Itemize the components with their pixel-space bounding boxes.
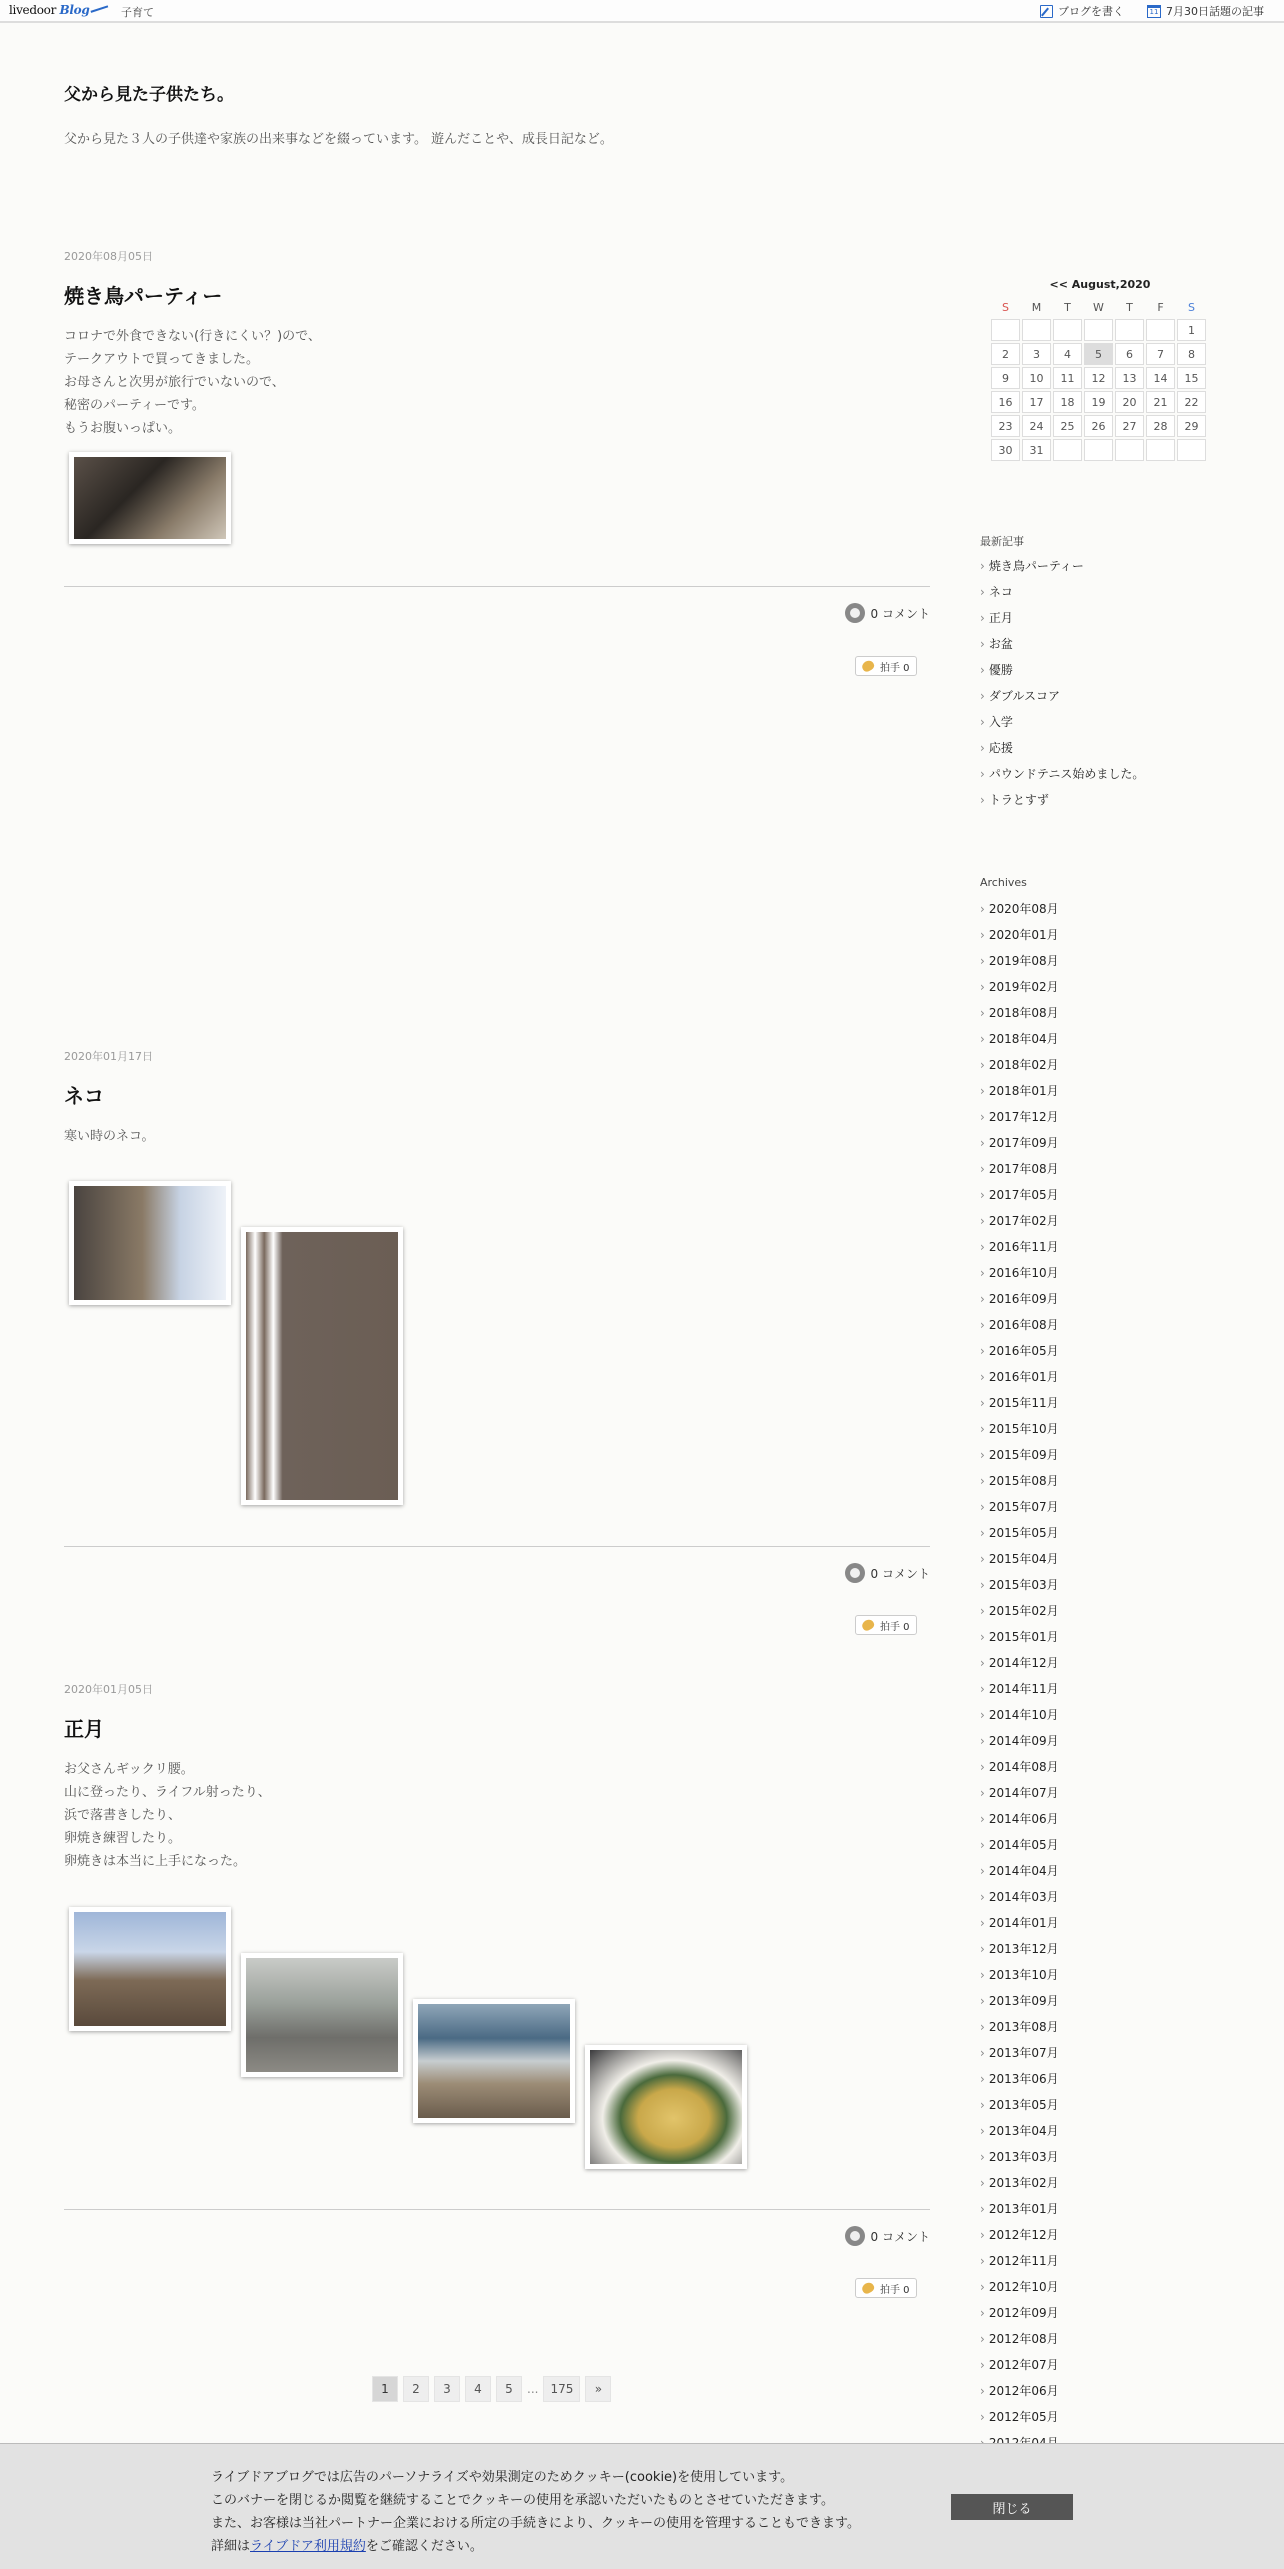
article-title[interactable]: 正月 — [64, 1717, 104, 1741]
archive-month-link[interactable]: › 2018年02月 — [980, 1055, 1059, 1081]
archive-month-link[interactable]: › 2012年08月 — [980, 2329, 1059, 2355]
archive-month-link[interactable]: › 2016年01月 — [980, 1367, 1059, 1393]
tamagoyaki-photo — [590, 2050, 742, 2164]
archive-month-link[interactable]: › 2014年10月 — [980, 1705, 1059, 1731]
archive-month-link[interactable]: › 2013年05月 — [980, 2095, 1059, 2121]
calendar-day: 4 — [1053, 343, 1082, 365]
write-blog-link[interactable] — [1040, 3, 1124, 19]
calendar-day: 8 — [1177, 343, 1206, 365]
page-2[interactable]: 2 — [403, 2376, 429, 2402]
archive-month-link[interactable]: › 2017年12月 — [980, 1107, 1059, 1133]
calendar-day-of-week: F — [1157, 301, 1164, 314]
archive-month-link[interactable]: › 2014年04月 — [980, 1861, 1059, 1887]
article-body — [64, 1758, 930, 1873]
comment-count: 0 コメント — [870, 2229, 930, 2244]
calendar-title[interactable]: << August,2020 — [1049, 278, 1151, 291]
archive-month-link[interactable]: › 2018年04月 — [980, 1029, 1059, 1055]
calendar-widget — [990, 278, 1210, 462]
top-bar — [0, 0, 1284, 23]
calendar-empty-cell — [1146, 319, 1175, 341]
archive-month-link[interactable]: › 2013年09月 — [980, 1991, 1059, 2017]
comment-link[interactable] — [845, 603, 930, 623]
page-ellipsis: ... — [527, 2382, 539, 2396]
calendar-day: 17 — [1022, 391, 1051, 413]
pencil-icon — [1040, 5, 1053, 18]
clap-hand-icon — [860, 2281, 875, 2296]
article-photo[interactable] — [69, 1907, 231, 2031]
logo-text: livedoor — [9, 3, 57, 17]
page-4[interactable]: 4 — [465, 2376, 491, 2402]
article — [64, 1681, 930, 1873]
archive-month-link[interactable]: › 2019年02月 — [980, 977, 1059, 1003]
archive-month-link[interactable]: › 2012年07月 — [980, 2355, 1059, 2381]
archive-month-link[interactable]: › 2016年11月 — [980, 1237, 1059, 1263]
recent-post-link[interactable]: › パウンドテニス始めました。 — [980, 764, 1144, 790]
archives-heading: Archives — [980, 876, 1027, 889]
comment-link[interactable] — [845, 1563, 930, 1583]
article-footer — [64, 2226, 930, 2250]
calendar-day: 3 — [1022, 343, 1051, 365]
article-divider — [64, 586, 930, 587]
calendar-day-of-week: T — [1064, 301, 1071, 314]
archive-month-link[interactable]: › 2015年10月 — [980, 1419, 1059, 1445]
calendar-day: 22 — [1177, 391, 1206, 413]
archive-month-link[interactable]: › 2015年11月 — [980, 1393, 1059, 1419]
cookie-line — [211, 2535, 860, 2558]
mountain-view-photo — [74, 1912, 226, 2026]
comment-bubble-icon — [845, 603, 865, 623]
calendar-empty-cell — [1053, 319, 1082, 341]
archive-month-link[interactable]: › 2014年07月 — [980, 1783, 1059, 1809]
cookie-banner — [0, 2443, 1284, 2569]
archive-month-link[interactable]: › 2013年01月 — [980, 2199, 1059, 2225]
calendar-day: 20 — [1115, 391, 1144, 413]
clap-count: 拍手 0 — [880, 1621, 910, 1633]
archive-month-link[interactable]: › 2017年08月 — [980, 1159, 1059, 1185]
calendar-day: 31 — [1022, 439, 1051, 461]
clap-count: 拍手 0 — [880, 2284, 910, 2296]
article-photo[interactable] — [69, 1181, 231, 1305]
archive-month-link[interactable]: › 2017年02月 — [980, 1211, 1059, 1237]
archive-month-link[interactable]: › 2013年07月 — [980, 2043, 1059, 2069]
cookie-close-button[interactable]: 閉じる — [951, 2494, 1073, 2520]
archive-month-link[interactable]: › 2016年10月 — [980, 1263, 1059, 1289]
recent-post-link[interactable]: › 優勝 — [980, 660, 1144, 686]
cat-blanket-photo — [246, 1232, 398, 1500]
recent-post-link[interactable]: › トラとすず — [980, 790, 1144, 816]
clap-hand-icon — [860, 659, 875, 674]
page-3[interactable]: 3 — [434, 2376, 460, 2402]
archive-month-link[interactable]: › 2013年08月 — [980, 2017, 1059, 2043]
archive-month-link[interactable]: › 2015年02月 — [980, 1601, 1059, 1627]
archive-month-link[interactable]: › 2013年06月 — [980, 2069, 1059, 2095]
archive-month-link[interactable]: › 2017年09月 — [980, 1133, 1059, 1159]
calendar-empty-cell — [1177, 439, 1206, 461]
calendar-day: 9 — [991, 367, 1020, 389]
article — [64, 1048, 930, 1148]
recent-post-link[interactable]: › 応援 — [980, 738, 1144, 764]
archive-month-link[interactable]: › 2015年01月 — [980, 1627, 1059, 1653]
calendar-day: 23 — [991, 415, 1020, 437]
article-date: 2020年01月05日 — [64, 1683, 153, 1696]
page-1[interactable]: 1 — [372, 2376, 398, 2402]
comment-count: 0 コメント — [870, 1566, 930, 1581]
article-divider — [64, 1546, 930, 1547]
archive-month-link[interactable]: › 2013年04月 — [980, 2121, 1059, 2147]
archive-month-link[interactable]: › 2012年11月 — [980, 2251, 1059, 2277]
recent-post-link[interactable]: › ダブルスコア — [980, 686, 1144, 712]
article-footer — [64, 1563, 930, 1587]
article-photo[interactable] — [585, 2045, 747, 2169]
article-text-line: 卵焼き練習したり。 — [64, 1831, 182, 1846]
article-text-line: 浜で落書きしたり、 — [64, 1808, 182, 1823]
calendar-empty-cell — [1084, 319, 1113, 341]
calendar-day: 25 — [1053, 415, 1082, 437]
archive-month-link[interactable]: › 2015年05月 — [980, 1523, 1059, 1549]
recent-posts-list — [980, 556, 1144, 816]
calendar-day: 18 — [1053, 391, 1082, 413]
clap-button[interactable] — [855, 656, 917, 676]
cookie-line: また、お客様は当社パートナー企業における所定の手続きにより、クッキーの使用を管理することもできます。 — [211, 2516, 860, 2531]
calendar-day: 11 — [1053, 367, 1082, 389]
terms-link[interactable]: ライブドア利用規約 — [250, 2539, 366, 2554]
archive-month-link[interactable]: › 2016年08月 — [980, 1315, 1059, 1341]
blog-title[interactable]: 父から見た子供たち。 — [64, 85, 234, 105]
calendar-empty-cell — [1084, 439, 1113, 461]
archive-month-link[interactable]: › 2012年06月 — [980, 2381, 1059, 2407]
article-divider — [64, 2209, 930, 2210]
yakitori-photo — [74, 457, 226, 539]
archive-month-link[interactable]: › 2016年09月 — [980, 1289, 1059, 1315]
article-photo[interactable] — [69, 452, 231, 544]
clap-button[interactable] — [855, 1615, 917, 1635]
article-text-line: 卵焼きは本当に上手になった。 — [64, 1854, 247, 1869]
calendar-grid — [990, 298, 1210, 462]
blog-description: 父から見た３人の子供達や家族の出来事などを綴っています。 遊んだことや、成長日記など。 — [64, 132, 613, 147]
recent-post-link[interactable]: › 入学 — [980, 712, 1144, 738]
archive-month-link[interactable]: › 2018年08月 — [980, 1003, 1059, 1029]
calendar-day: 1 — [1177, 319, 1206, 341]
archive-month-link[interactable]: › 2015年07月 — [980, 1497, 1059, 1523]
page-5[interactable]: 5 — [496, 2376, 522, 2402]
archive-month-link[interactable]: › 2014年01月 — [980, 1913, 1059, 1939]
article-text-line: もうお腹いっぱい。 — [64, 421, 182, 436]
calendar-day: 10 — [1022, 367, 1051, 389]
archives-list — [980, 899, 1059, 2459]
calendar-day-of-week: S — [1002, 301, 1009, 314]
recent-post-link[interactable]: › ネコ — [980, 582, 1144, 608]
cookie-line-suffix: をご確認ください。 — [365, 2539, 483, 2554]
archive-month-link[interactable]: › 2015年03月 — [980, 1575, 1059, 1601]
category-link[interactable]: 子育て — [121, 6, 154, 19]
calendar-day: 30 — [991, 439, 1020, 461]
clap-count: 拍手 0 — [880, 662, 910, 674]
calendar-day: 28 — [1146, 415, 1175, 437]
calendar-day-of-week: T — [1126, 301, 1133, 314]
article-body — [64, 1125, 930, 1148]
clap-hand-icon — [860, 1618, 875, 1633]
archive-month-link[interactable]: › 2014年03月 — [980, 1887, 1059, 1913]
article-photo[interactable] — [413, 1999, 575, 2123]
article-date: 2020年01月17日 — [64, 1050, 153, 1063]
archive-month-link[interactable]: › 2012年12月 — [980, 2225, 1059, 2251]
article-title[interactable]: 焼き鳥パーティー — [64, 284, 223, 308]
livedoor-blog-logo[interactable] — [9, 3, 109, 17]
calendar-day: 16 — [991, 391, 1020, 413]
archive-month-link[interactable]: › 2014年06月 — [980, 1809, 1059, 1835]
calendar-day: 24 — [1022, 415, 1051, 437]
article — [64, 248, 930, 440]
calendar-day: 2 — [991, 343, 1020, 365]
calendar-day-of-week: W — [1093, 301, 1104, 314]
archive-month-link[interactable]: › 2015年04月 — [980, 1549, 1059, 1575]
article-text-line: お母さんと次男が旅行でいないので、 — [64, 375, 285, 390]
calendar-day: 6 — [1115, 343, 1144, 365]
beach-photo — [418, 2004, 570, 2118]
calendar-empty-cell — [1022, 319, 1051, 341]
article-body — [64, 325, 930, 440]
archive-month-link[interactable]: › 2014年11月 — [980, 1679, 1059, 1705]
article-photo[interactable] — [241, 1953, 403, 2077]
recent-post-link[interactable]: › 正月 — [980, 608, 1144, 634]
article-title[interactable]: ネコ — [64, 1084, 104, 1108]
logo-swoosh-icon — [91, 5, 110, 16]
archive-month-link[interactable]: › 2014年08月 — [980, 1757, 1059, 1783]
calendar-day: 29 — [1177, 415, 1206, 437]
article-date: 2020年08月05日 — [64, 250, 153, 263]
page-last[interactable]: 175 — [543, 2376, 580, 2402]
cookie-message — [211, 2466, 860, 2558]
calendar-empty-cell — [1146, 439, 1175, 461]
comment-bubble-icon — [845, 1563, 865, 1583]
comment-count: 0 コメント — [870, 606, 930, 621]
archive-month-link[interactable]: › 2015年08月 — [980, 1471, 1059, 1497]
calendar-day: 7 — [1146, 343, 1175, 365]
archive-month-link[interactable]: › 2019年08月 — [980, 951, 1059, 977]
cat-window-photo — [74, 1186, 226, 1300]
article-text-line: 秘密のパーティーです。 — [64, 398, 205, 413]
archive-month-link[interactable]: › 2014年12月 — [980, 1653, 1059, 1679]
article-photo[interactable] — [241, 1227, 403, 1505]
archive-month-link[interactable]: › 2015年09月 — [980, 1445, 1059, 1471]
archive-month-link[interactable]: › 2018年01月 — [980, 1081, 1059, 1107]
article-text-line: 山に登ったり、ライフル射ったり、 — [64, 1785, 271, 1800]
next-page-button[interactable]: » — [585, 2376, 611, 2402]
logo-blog-text: Blog — [59, 3, 90, 17]
archive-month-link[interactable]: › 2014年09月 — [980, 1731, 1059, 1757]
archive-month-link[interactable]: › 2013年03月 — [980, 2147, 1059, 2173]
archive-month-link[interactable]: › 2013年02月 — [980, 2173, 1059, 2199]
comment-link[interactable] — [845, 2226, 930, 2246]
calendar-day: 13 — [1115, 367, 1144, 389]
calendar-empty-cell — [1053, 439, 1082, 461]
archive-month-link[interactable]: › 2020年01月 — [980, 925, 1059, 951]
archive-month-link[interactable]: › 2016年05月 — [980, 1341, 1059, 1367]
calendar-day: 26 — [1084, 415, 1113, 437]
calendar-day-of-week: M — [1031, 301, 1042, 314]
write-blog-label: ブログを書く — [1058, 5, 1124, 18]
archive-month-link[interactable]: › 2012年10月 — [980, 2277, 1059, 2303]
article-text-line: お父さんギックリ腰。 — [64, 1762, 194, 1777]
archive-month-link[interactable]: › 2020年08月 — [980, 899, 1059, 925]
calendar-day: 21 — [1146, 391, 1175, 413]
trending-link[interactable] — [1147, 3, 1264, 19]
calendar-day: 5 — [1084, 343, 1113, 365]
calendar-empty-cell — [1115, 319, 1144, 341]
article-text-line: コロナで外食できない(行きにくい？)ので、 — [64, 329, 321, 344]
calendar-icon: 11 — [1147, 5, 1161, 18]
trending-label: 7月30日話題の記事 — [1166, 5, 1264, 18]
recent-post-link[interactable]: › お盆 — [980, 634, 1144, 660]
calendar-day: 19 — [1084, 391, 1113, 413]
archive-month-link[interactable]: › 2014年05月 — [980, 1835, 1059, 1861]
recent-post-link[interactable]: › 焼き鳥パーティー — [980, 556, 1144, 582]
article-text-line: テークアウトで買ってきました。 — [64, 352, 260, 367]
article-text-line: 寒い時のネコ。 — [64, 1129, 155, 1144]
calendar-day: 15 — [1177, 367, 1206, 389]
calendar-empty-cell — [991, 319, 1020, 341]
article-footer — [64, 603, 930, 627]
archive-month-link[interactable]: › 2012年09月 — [980, 2303, 1059, 2329]
calendar-day: 27 — [1115, 415, 1144, 437]
clap-button[interactable] — [855, 2278, 917, 2298]
cookie-line: ライブドアブログでは広告のパーソナライズや効果測定のためクッキー(cookie)を使用しています。 — [211, 2470, 794, 2485]
archive-month-link[interactable]: › 2012年05月 — [980, 2407, 1059, 2433]
archive-month-link[interactable]: › 2013年12月 — [980, 1939, 1059, 1965]
calendar-day: 14 — [1146, 367, 1175, 389]
calendar-day: 12 — [1084, 367, 1113, 389]
archive-month-link[interactable]: › 2013年10月 — [980, 1965, 1059, 1991]
cookie-line-prefix: 詳細は — [211, 2539, 251, 2554]
archive-month-link[interactable]: › 2017年05月 — [980, 1185, 1059, 1211]
cookie-line: このバナーを閉じるか閲覧を継続することでクッキーの使用を承認いただいたものとさせていただきます。 — [211, 2493, 834, 2508]
recent-posts-heading: 最新記事 — [980, 535, 1024, 548]
calendar-empty-cell — [1115, 439, 1144, 461]
calendar-day-of-week: S — [1188, 301, 1195, 314]
comment-bubble-icon — [845, 2226, 865, 2246]
pagination — [372, 2376, 611, 2402]
rifle-range-photo — [246, 1958, 398, 2072]
